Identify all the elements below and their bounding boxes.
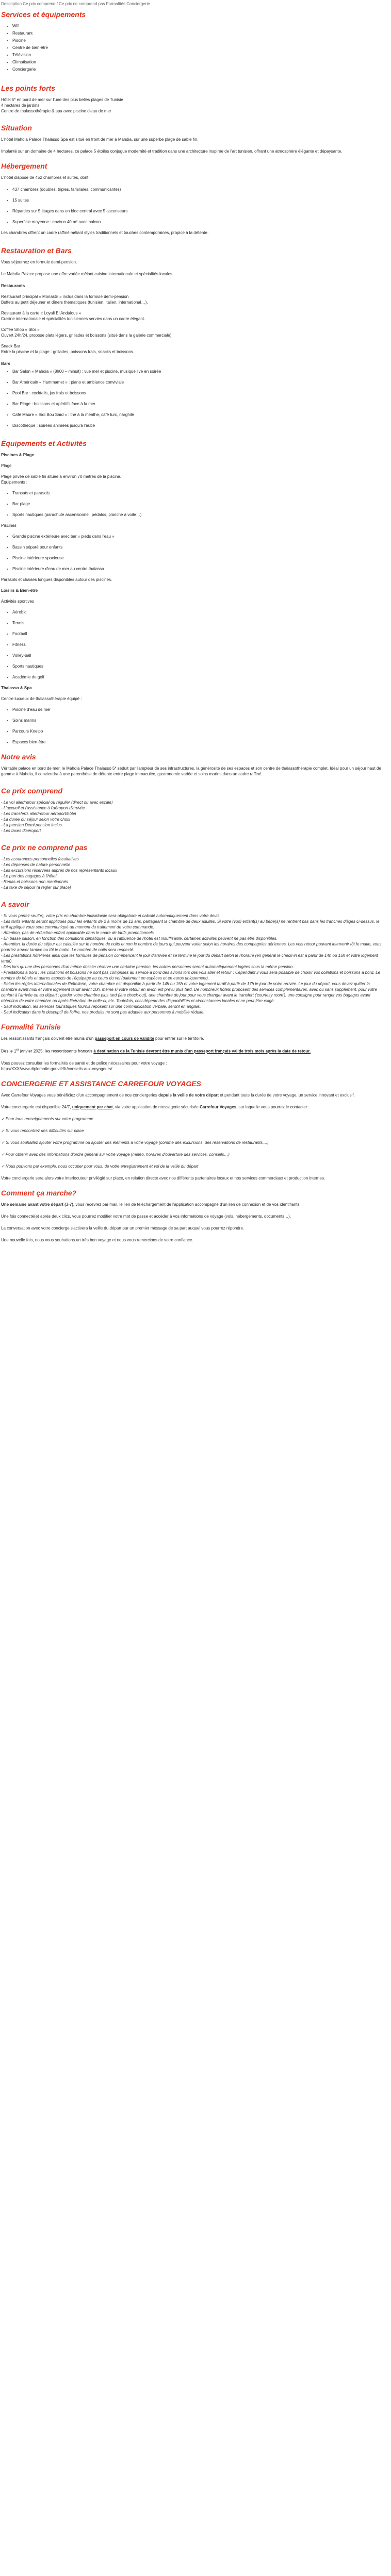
plage-item: • Transats et parasols: [12, 490, 387, 496]
comprend-item: - La pension Demi pension inclus: [1, 823, 62, 827]
formalite-text-part: Les ressortissants français doivent être munis d'un: [1, 1036, 95, 1041]
comprend-item: - Les taxes d'aéroport: [1, 828, 41, 833]
piscines-note: Parasols et chaises longues disponibles autour des piscines.: [1, 577, 112, 582]
points-forts-line: Centre de thalassothérapie & spa avec piscine d'eau de mer: [1, 109, 111, 113]
formalite-text-part: Dès le 1: [1, 1049, 17, 1054]
bar-item: • Bar Salon « Mahdia » (8h00 – minuit) : vue mer et piscine, musique live en soirée: [12, 369, 387, 374]
hebergement-intro: L'hôtel dispose de 452 chambres et suites, dont :: [1, 175, 91, 180]
comment-text: Une fois connecté(e) après deux clics, vous pourrez modifier votre mot de passe et accéder à vos informations de voyage (vols, hébergements, documents…).: [1, 1214, 291, 1219]
conciergerie-item: ✓ Pour obtenir avec des informations d'ordre général sur votre voyage (météo, horaires d'ouverture des services, conseils…): [1, 1152, 230, 1157]
activite-item: • Fitness: [12, 642, 387, 647]
restaurants-label: Restaurants: [1, 284, 25, 288]
page: [0, 0, 391, 1243]
restaurant-entry: [1, 343, 387, 355]
hebergement-item: • 437 chambres (doubles, triples, familiales, communicantes): [12, 187, 387, 192]
conciergerie-item: ✓ Si vous souhaitez ajouter votre programme ou ajouter des éléments à votre voyage (comme des excursions, des réservations de restaurants,...): [1, 1140, 269, 1145]
activite-item: • Tennis: [12, 620, 387, 626]
service-item: • Climatisation: [12, 59, 387, 65]
conciergerie-title: CONCIERGERIE ET ASSISTANCE CARREFOUR VOYAGES: [1, 1079, 201, 1088]
plage-label: Plage: [1, 463, 12, 468]
restaurant-name: Restaurant principal « Monastir » inclus dans la formule demi-pension: [1, 294, 129, 299]
comment-title: Comment ça marche?: [1, 1188, 77, 1197]
bars-label: Bars: [1, 361, 10, 366]
comment-text: La conversation avec votre concierge s'activera la veille du départ par un premier message de sa part auquel vous pourrez répondre.: [1, 1225, 245, 1231]
ne-comprend-item: - Repas et boissons non mentionnés: [1, 879, 68, 884]
equipements-title: Équipements et Activités: [1, 439, 87, 447]
formalite-passport-emphasis: passeport en cours de validité: [94, 1036, 154, 1041]
conciergerie-text: [1, 1104, 387, 1110]
hebergement-list: [1, 187, 387, 225]
a-savoir-item: - Attention, pas de réduction enfant applicable dans le cadre de tarifs promotionnels.: [1, 930, 155, 935]
conciergerie-text: [1, 1092, 387, 1098]
conciergerie-list: [1, 1116, 387, 1169]
formalite-text: [1, 1036, 387, 1041]
thalasso-label: Thalasso & Spa: [1, 686, 32, 690]
restauration-text: Vous séjournez en formule demi-pension.: [1, 260, 77, 264]
restaurant-entry: [1, 327, 387, 338]
piscines-label: Piscines: [1, 523, 17, 528]
comprend-list: [1, 800, 387, 834]
conciergerie-text-part: , sur laquelle vous pourrez le contacter :: [236, 1104, 309, 1109]
thalasso-intro: Centre luxueux de thalassothérapie équipé :: [1, 696, 82, 701]
a-savoir-item: - Sauf indication, les services touristiques fournis reposent sur une communication verbale, seront en anglais.: [1, 1004, 201, 1009]
ne-comprend-item: - Les assurances personnelles facultatives: [1, 857, 79, 861]
restaurant-name: Coffee Shop « Stor »: [1, 327, 40, 332]
a-savoir-list: [1, 913, 387, 1015]
thalasso-item: • Espaces bien-être: [12, 739, 387, 745]
formalite-text-part: janvier 2025, les ressortissants français: [19, 1049, 94, 1054]
conciergerie-item: ✓ Nous pouvons par exemple, nous occuper pour vous, de votre enregistrement et vol de la veille du départ: [1, 1164, 199, 1169]
plage-item: • Sports nautiques (parachute ascensionnel, pédalos, planche à voile…): [12, 512, 387, 518]
piscine-item: • Bassin séparé pour enfants: [12, 544, 387, 550]
thalasso-item: • Piscine d'eau de mer: [12, 707, 387, 712]
restaurant-desc: Cuisine internationale et spécialités tunisiennes servies dans un cadre élégant.: [1, 317, 145, 321]
piscines-list: [1, 534, 387, 572]
loisirs-label: Loisirs & Bien-être: [1, 588, 38, 593]
service-item: • Restaurant: [12, 30, 387, 36]
restauration-title: Restauration et Bars: [1, 246, 72, 255]
bar-item: • Bar Plage : boissons et apéritifs face à la mer: [12, 401, 387, 407]
hebergement-item: • 15 suites: [12, 197, 387, 203]
description-tabs[interactable]: Description Ce prix comprend / Ce prix ne comprend pas Formalités Conciergerie: [1, 2, 150, 6]
ne-comprend-list: [1, 856, 387, 890]
restaurant-desc: Entre la piscine et la plage : grillades, poissons frais, snacks et boissons.: [1, 350, 134, 354]
conciergerie-text: Votre conciergerie sera alors votre interlocuteur privilégié sur place, en relation directe avec nos différents partenaires locaux et nos services commerciaux et production internes.: [1, 1175, 325, 1181]
a-savoir-item: - Sauf indication dans le descriptif de l'offre, nos produits ne sont pas adaptés aux personnes à mobilité réduite.: [1, 1010, 205, 1015]
conciergerie-text-part: Avec Carrefour Voyages vous bénéficiez d'un accompagnement de nos conciergeries: [1, 1092, 159, 1098]
bar-item: • Bar Américain « Hammamet » : piano et ambiance conviviale: [12, 379, 387, 385]
a-savoir-item: - Dès lors qu'une des personnes d'un même dossier réserve une certaine pension, les autres personnes seront automatiquement logées sous la même pension.: [1, 965, 294, 969]
restaurant-entry: [1, 294, 387, 305]
a-savoir-title: A savoir: [1, 900, 29, 908]
hebergement-title: Hébergement: [1, 162, 47, 170]
formalite-sup: er: [16, 1049, 19, 1052]
a-savoir-item: - Si vous partez seul(e), votre prix en chambre individuelle sera obligatoire et calculé automatiquement dans votre devis.: [1, 913, 221, 918]
thalasso-item: • Soins marins: [12, 718, 387, 723]
comment-text-part: vous recevrez par mail, le lien de téléchargement de l'application accompagné d'un lien de connexion et de vos identifiants.: [74, 1202, 301, 1207]
formalite-text: [1, 1048, 387, 1054]
bar-item: • Pool Bar : cocktails, jus frais et boissons: [12, 390, 387, 396]
situation-text: L'hôtel Mahdia Palace Thalasso Spa est situé en front de mer à Mahdia, sur une superbe plage de sable fin.: [1, 137, 199, 142]
comment-text: Une nouvelle fois, nous vous souhaitons un très bon voyage et nous vous remercions de votre confiance.: [1, 1237, 193, 1242]
ne-comprend-item: - La taxe de séjour (à régler sur place): [1, 885, 71, 890]
service-item: • Télévision: [12, 52, 387, 58]
activite-item: • Aérobic: [12, 609, 387, 615]
points-forts-line: Hôtel 5* en bord de mer sur l'une des plus belles plages de Tunisie: [1, 97, 123, 102]
a-savoir-item: - Selon les règles internationales de l'hôtellerie, votre chambre est disponible à partir de 14h ou 15h et votre logement tardif à partir de 17h le jour de votre arrivée. Le jour du départ, vous devez quitter la chambre avant midi et votre logement tardif avant 10h, même si votre retour en avion est prévu plus tard. De nombreux hôtels proposent des services complémentaires, avec ou sans supplément, pour votre confort à l'arrivée ou au départ : garder votre chambre plus tard (late check-out), une chambre de jour pour vous changer avant le transfert ('courtesy room'), une consigne pour ranger vos bagages avant obtention de votre chambre ou après libération de celle-ci, etc. Toutefois, ceci dépend des disponibilités et circonstances locales et ne peut être exigé.: [1, 982, 377, 1003]
ne-comprend-item: - Les dépenses de nature personnelle: [1, 862, 71, 867]
piscine-item: • Piscine intérieure spacieuse: [12, 555, 387, 561]
conciergerie-item: ✓ Si vous rencontrez des difficultés sur place: [1, 1128, 84, 1133]
conciergerie-brand: Carrefour Voyages: [200, 1104, 237, 1109]
services-title: Services et équipements: [1, 10, 86, 19]
avis-title: Notre avis: [1, 753, 36, 761]
situation-text: Implanté sur un domaine de 4 hectares, ce palace 5 étoiles conjugue modernité et tradition dans une architecture inspirée de l'art tunisien, offrant une atmosphère élégante et dépaysante.: [1, 149, 343, 154]
a-savoir-item: - En basse saison, en fonction des conditions climatiques, ou à l'affluence de l'hôtel est insuffisante, certaines activités peuvent ne pas être disponibles.: [1, 936, 278, 941]
comprend-item: - L'accueil et l'assistance à l'aéroport d'arrivée: [1, 806, 85, 810]
comprend-item: - La durée du séjour selon votre choix: [1, 817, 70, 822]
formalite-text-part: pour entrer sur le territoire.: [154, 1036, 204, 1041]
service-item: • Wifi: [12, 23, 387, 29]
bar-item: • Café Maure « Sidi Bou Saïd » : thé à la menthe, café turc, narghilé: [12, 412, 387, 418]
a-savoir-item: - Prestations à bord : les collations et boissons ne sont pas comprises au service à bord des avions lors des vols aller et retour ; Cependant il vous sera possible de choisir vos collations et boissons à bord. Le nombre de hôtels et autres aspects de l'équipage au cours du vol (paiement en espèces et en euros uniquement).: [1, 970, 381, 980]
formalite-validity-emphasis: à destination de la Tunisie devront être munis d'un passeport français valide trois mois après la date de retour.: [93, 1049, 311, 1054]
restaurant-name: Restaurant à la carte « Loyali El Andalous »: [1, 311, 82, 315]
activites-list: [1, 609, 387, 680]
formalite-text-part: Vous pouvez consulter les formalités de santé et de police nécessaires pour votre voyage :: [1, 1060, 167, 1066]
comment-text: [1, 1202, 387, 1207]
conciergerie-emphasis: depuis la veille de votre départ: [158, 1092, 219, 1098]
piscines-plage-label: Piscines & Plage: [1, 453, 35, 457]
activite-item: • Sports nautiques: [12, 663, 387, 669]
ne-comprend-title: Ce prix ne comprend pas: [1, 843, 88, 852]
piscine-item: • Grande piscine extérieure avec bar « pieds dans l'eau »: [12, 534, 387, 539]
a-savoir-item: - Attention, la durée du séjour est calculée sur le nombre de nuits et non le nombre de jours qui peuvent varier selon les horaires des compagnies aériennes. Les vols retour pouvant intervenir tôt le matin, vous pourriez arriver tardive ou tôt le matin. Le nombre de nuits sera respecté.: [1, 942, 382, 952]
avis-text: Véritable palace en bord de mer, le Mahdia Palace Thalasso 5* séduit par l'ampleur de ses infrastructures, la générosité de ses espaces et son centre de thalassothérapie complet. Idéal pour un séjour haut de gamme à Mahdia, il conviendra à une parenthèse de détente entre plage immaculée, gastronomie variée et soins marins dans un cadre raffiné.: [1, 766, 381, 776]
service-item: • Piscine: [12, 38, 387, 43]
a-savoir-item: - Les prestations hôtelières ainsi que les formules de pension commencent le jour d'arrivée et se termine le jour du départ selon le l'horaire (en général le check-in est à partir de 14h ou 15h et votre logement tardif).: [1, 953, 379, 963]
ne-comprend-item: - Les excursions réservées auprès de nos représentants locaux: [1, 868, 118, 873]
hebergement-outro: Les chambres offrent un cadre raffiné mêlant styles traditionnels et touches contemporaines, propice à la détente.: [1, 230, 209, 235]
activite-item: • Football: [12, 631, 387, 637]
comment-emphasis: Une semaine avant votre départ (J-7),: [1, 1202, 75, 1207]
thalasso-list: [1, 707, 387, 745]
conciergerie-text-part: Votre conciergerie est disponible 24/7,: [1, 1104, 72, 1109]
comprend-title: Ce prix comprend: [1, 787, 63, 795]
activite-item: • Académie de golf: [12, 674, 387, 680]
a-savoir-item: - Les tarifs enfants seront appliqués pour les enfants de 2 à moins de 12 ans, partageant la chambre de deux adultes. Si votre (vos) enfant(s) au bébé(s) ne rentrent pas dans les tranches d'âges ci-dessus, le tarif appliqué vous sera communiqué au moment du traitement de votre commande.: [1, 919, 380, 929]
restaurant-desc: Buffets au petit déjeuner et dîners thématiques (tunisien, italien, international…).: [1, 300, 148, 305]
thalasso-item: • Parcours Kneipp: [12, 728, 387, 734]
activites-label: Activités sportives: [1, 599, 35, 604]
restaurant-entry: [1, 310, 387, 322]
comprend-item: - Le vol aller/retour spécial ou régulier (direct ou avec escale): [1, 800, 113, 805]
plage-item: • Bar plage: [12, 501, 387, 507]
points-forts-title: Les points forts: [1, 84, 56, 92]
bar-item: • Discothèque : soirées animées jusqu'à l'aube: [12, 423, 387, 428]
conciergerie-item: ✓ Pour tous renseignements sur votre programme: [1, 1116, 93, 1121]
restaurant-desc: Ouvert 24h/24, propose plats légers, grillades et boissons (situé dans la galerie commerciale).: [1, 333, 173, 338]
comprend-item: - Les transferts aller/retour aéroport/hôtel: [1, 811, 76, 816]
service-item: • Centre de bien-être: [12, 45, 387, 51]
formalite-text: [1, 1060, 387, 1072]
hebergement-item: • Superficie moyenne : environ 40 m² avec balcon: [12, 219, 387, 225]
plage-list: [1, 490, 387, 518]
conciergerie-text-part: et pendant toute la durée de votre voyage, un service innovant et exclusif.: [219, 1092, 355, 1098]
points-forts-block: [1, 97, 387, 114]
plage-equip-label: Équipements :: [1, 480, 28, 485]
plage-text: Plage privée de sable fin située à environ 70 mètres de la piscine.: [1, 474, 122, 479]
formalite-title: Formalité Tunisie: [1, 1023, 61, 1031]
conciergerie-text-part: , via votre application de messagerie sécurisée: [112, 1104, 200, 1109]
conciergerie-chat-emphasis: uniquement par chat: [72, 1104, 113, 1109]
services-list: [1, 23, 387, 72]
bars-list: [1, 369, 387, 428]
points-forts-line: 4 hectares de jardins: [1, 103, 40, 108]
ne-comprend-item: - Le port des bagages à l'hôtel: [1, 874, 57, 878]
restaurant-name: Snack Bar: [1, 344, 20, 348]
piscine-item: • Piscine intérieure d'eau de mer au centre thalasso: [12, 566, 387, 572]
activite-item: • Volley-ball: [12, 653, 387, 658]
formalite-link[interactable]: http://XXX/www.diplomatie.gouv.fr/fr/conseils-aux-voyageurs/: [1, 1066, 112, 1071]
restauration-text: Le Mahdia Palace propose une offre variée mêlant cuisine internationale et spécialités locales.: [1, 272, 174, 276]
hebergement-item: • Réparties sur 5 étages dans un bloc central avec 5 ascenseurs: [12, 208, 387, 214]
service-item: • Conciergerie: [12, 67, 387, 72]
situation-title: Situation: [1, 124, 32, 132]
